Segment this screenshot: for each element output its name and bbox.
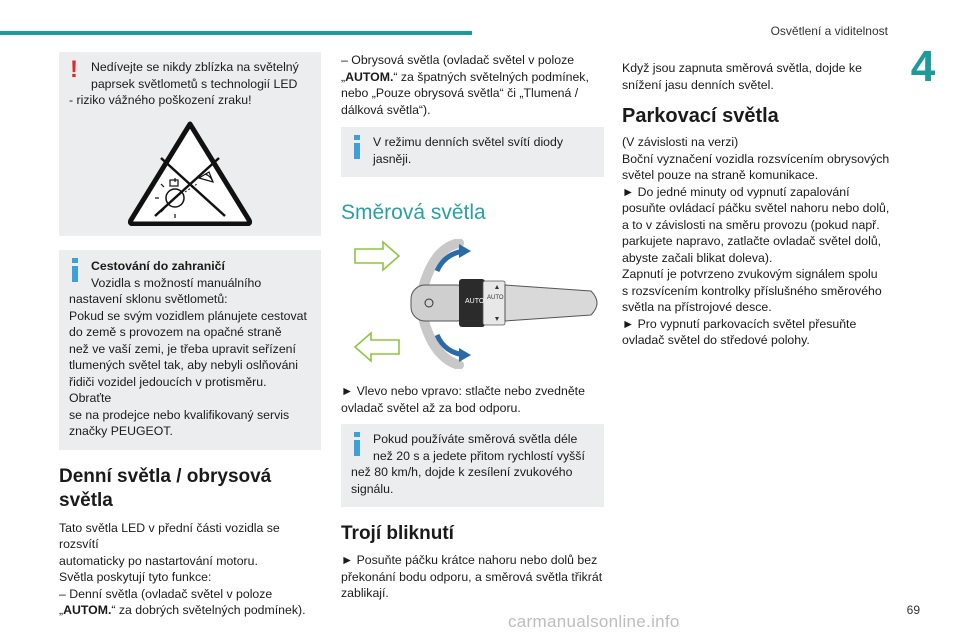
body-line: snížení jasu denních světel. xyxy=(622,77,774,92)
body-line: dálková světla“). xyxy=(341,102,431,117)
section-title-indicators: Směrová světla xyxy=(341,201,486,224)
warning-text-line: Nedívejte se nikdy zblízka na světelný xyxy=(91,60,299,74)
body-line xyxy=(341,69,604,86)
body-line: (V závislosti na verzi) xyxy=(622,135,739,149)
daytime-lights-body xyxy=(59,520,321,619)
info-box-title: Cestování do zahraničí xyxy=(91,259,225,273)
info-line: značky PEUGEOT. xyxy=(69,424,173,438)
info-box-indicator-warning xyxy=(341,424,604,507)
auto-position-label: AUTO xyxy=(465,298,485,305)
body-line: s rozsvícením kontrolky příslušného směrového xyxy=(622,283,882,298)
body-line: světla na přístrojové desce. xyxy=(622,300,772,314)
info-box-daytime xyxy=(341,127,604,177)
info-line: V režimu denních světel svítí diody xyxy=(373,135,564,149)
header-accent-bar xyxy=(0,31,472,35)
chapter-number: 4 xyxy=(910,42,936,91)
body-line: ► Vlevo nebo vpravo: stlačte nebo zvedněte xyxy=(341,384,585,398)
body-line: – Obrysová světla (ovladač světel v poloze xyxy=(341,53,575,67)
info-line: Vozidla s možností manuálního xyxy=(91,275,262,290)
arrow-left-outline-icon xyxy=(355,333,399,361)
info-line: se na prodejce nebo kvalifikovaný servis xyxy=(69,407,290,422)
info-line: řidiči vozidel jedoucích v protisměru. Obraťte xyxy=(69,374,267,405)
warning-text-line: paprsek světlometů s technologií LED xyxy=(91,76,298,91)
section-title-daytime-lights xyxy=(59,465,321,513)
warning-box xyxy=(59,52,321,236)
info-line: do země s provozem na opačné straně xyxy=(69,325,282,339)
section-title-parking-lights: Parkovací světla xyxy=(622,105,779,127)
info-line: jasněji. xyxy=(373,151,412,166)
body-line: – Denní světla (ovladač světel v poloze xyxy=(59,586,273,601)
body-line: abyste začali blikat doleva). xyxy=(622,250,773,265)
info-line: než 80 km/h, dojde k zesílení zvukového xyxy=(351,465,573,479)
section-title-line: světla xyxy=(59,489,113,511)
info-icon xyxy=(354,135,360,159)
info-line: než 20 s a jedete přitom rychlostí vyšší xyxy=(373,448,585,463)
autom-label: AUTOM. xyxy=(63,603,112,617)
info-line: nastavení sklonu světlometů: xyxy=(69,292,228,306)
quote-open: „ xyxy=(341,69,346,84)
info-icon xyxy=(354,432,360,456)
body-line: nebo „Pouze obrysová světla“ či „Tlumená / xyxy=(341,86,579,100)
info-line: Pokud se svým vozidlem plánujete cestovat xyxy=(69,308,307,323)
warning-text-line: - riziko vážného poškození zraku! xyxy=(69,93,252,107)
led-eye-hazard-icon xyxy=(125,120,255,226)
info-line: signálu. xyxy=(351,481,394,496)
body-line: ► Do jedné minuty od vypnutí zapalování xyxy=(622,184,850,199)
body-line: ovladač světel až za bod odporu. xyxy=(341,400,521,415)
body-line: Boční vyznačení vozidla rozsvícením obrysových xyxy=(622,151,890,166)
auto-position-label-2: AUTO xyxy=(487,295,504,301)
body-text: “ za špatných světelných podmínek, xyxy=(393,69,589,84)
section-title-line: Denní světla / obrysová xyxy=(59,465,272,487)
body-line: Tato světla LED v přední části vozidla se rozsvítí xyxy=(59,520,280,551)
body-line: zablikají. xyxy=(341,586,389,600)
column-3 xyxy=(622,52,890,349)
page-number: 69 xyxy=(906,603,920,617)
body-line: parkujete napravo, zatlačte ovladač světel dolů, xyxy=(622,234,882,248)
watermark[interactable]: carmanualsonline.info xyxy=(508,612,680,631)
body-text: “ za dobrých světelných podmínek). xyxy=(111,603,306,617)
column-2 xyxy=(341,52,604,602)
body-line: ► Pro vypnutí parkovacích světel přesuňte xyxy=(622,316,857,331)
section-title-triple-flash: Trojí bliknutí xyxy=(341,523,454,544)
info-line: tlumených světel tak, aby nebyli oslňováni xyxy=(69,358,298,372)
info-box-travel xyxy=(59,250,321,450)
body-line: ► Posuňte páčku krátce nahoru nebo dolů bez xyxy=(341,553,598,567)
body-line: Světla poskytují tyto funkce: xyxy=(59,570,212,584)
daytime-dimming-body xyxy=(622,60,890,93)
running-title: Osvětlení a viditelnost xyxy=(770,24,888,38)
body-line: automaticky po nastartování motoru. xyxy=(59,553,258,568)
info-line: Pokud používáte směrová světla déle xyxy=(373,432,578,446)
body-line: Zapnutí je potvrzeno zvukovým signálem spolu xyxy=(622,267,878,281)
indicator-stalk-illustration xyxy=(341,239,604,369)
arrow-right-outline-icon xyxy=(355,242,399,270)
quote-open: „ xyxy=(59,603,64,617)
position-lights-body xyxy=(341,52,604,118)
column-1 xyxy=(59,52,321,619)
body-line: posuňte ovládací páčku světel nahoru nebo dolů, xyxy=(622,201,890,215)
warning-exclamation-icon: ! xyxy=(70,56,78,83)
body-line: překonání bodu odporu, a směrová světla třikrát xyxy=(341,569,603,584)
body-line: Když jsou zapnuta směrová světla, dojde ke xyxy=(622,61,862,75)
indicator-instruction xyxy=(341,383,604,416)
info-icon xyxy=(72,258,78,282)
body-line: a to v závislosti na směru provozu (pokud např. xyxy=(622,217,880,232)
triple-flash-body xyxy=(341,552,604,602)
body-line: světel pouze na straně komunikace. xyxy=(622,168,819,182)
info-line: než ve vaší zemi, je třeba upravit seřízení xyxy=(69,341,296,356)
body-line: ovladač světel do středové polohy. xyxy=(622,333,810,347)
body-line xyxy=(59,602,321,619)
autom-label: AUTOM. xyxy=(345,69,394,84)
parking-lights-body xyxy=(622,134,890,349)
